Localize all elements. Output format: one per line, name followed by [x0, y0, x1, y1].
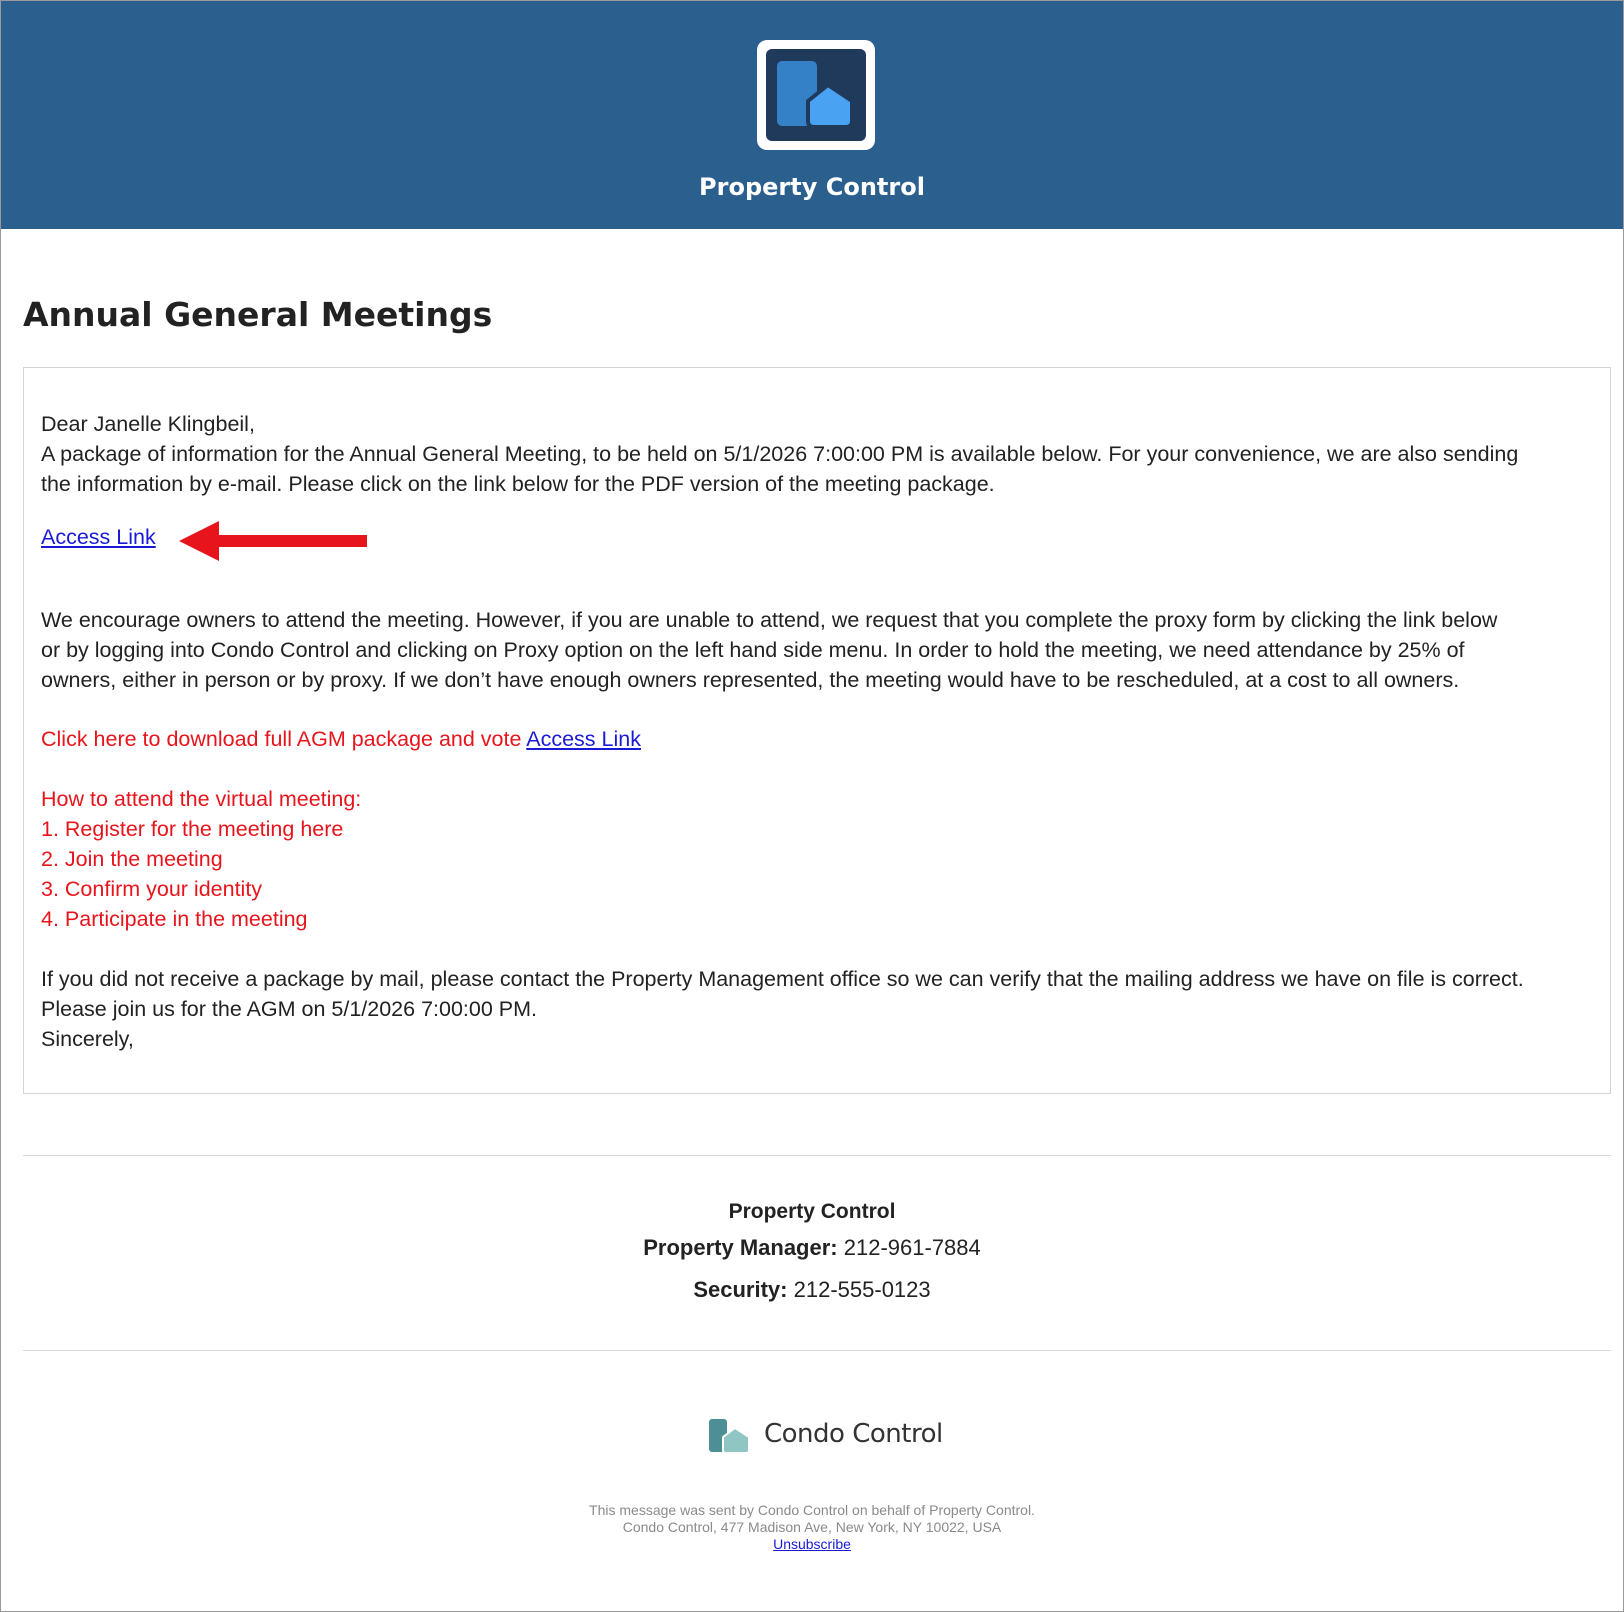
virtual-meeting-heading: How to attend the virtual meeting:: [41, 787, 362, 811]
greeting: Dear Janelle Klingbeil,: [41, 412, 255, 436]
virtual-step: 3. Confirm your identity: [41, 877, 263, 901]
condo-control-logo-icon: [707, 1417, 751, 1457]
download-row: [41, 724, 641, 754]
company-address: Condo Control, 477 Madison Ave, New York, NY 10022, USA: [622, 1519, 1002, 1535]
encourage-text-line: We encourage owners to attend the meeting. However, if you are unable to attend, we request that you complete the proxy form by clicking the link below: [41, 608, 1498, 632]
brand-logo: [757, 40, 875, 150]
page-title: Annual General Meetings: [23, 295, 493, 334]
download-access-link[interactable]: Access Link: [526, 727, 641, 751]
virtual-step: 1. Register for the meeting here: [41, 817, 344, 841]
unsubscribe-row: [1, 1536, 1623, 1553]
sent-by-notice: This message was sent by Condo Control on behalf of Property Control.: [589, 1502, 1035, 1518]
footer-company-name: Property Control: [728, 1200, 896, 1223]
virtual-step: 2. Join the meeting: [41, 847, 223, 871]
left-arrow-icon: [179, 521, 369, 561]
email-header: [1, 1, 1623, 229]
footer-divider: [23, 1155, 1611, 1156]
access-link[interactable]: Access Link: [41, 525, 156, 549]
download-prompt: Click here to download full AGM package and vote: [41, 727, 522, 751]
manager-label: Property Manager:: [643, 1235, 838, 1260]
security-contact: [1, 1277, 1623, 1303]
security-phone: 212-555-0123: [793, 1277, 931, 1302]
buildings-logo-icon: [766, 49, 866, 141]
manager-phone: 212-961-7884: [843, 1235, 981, 1260]
intro-text-line: the information by e-mail. Please click on the link below for the PDF version of the meeting package.: [41, 472, 995, 496]
encourage-text-line: owners, either in person or by proxy. If we don’t have enough owners represented, the meeting would have to be rescheduled, at a cost to all owners.: [41, 668, 1460, 692]
security-label: Security:: [693, 1277, 788, 1302]
intro-text-line: A package of information for the Annual General Meeting, to be held on 5/1/2026 7:00:00 PM is available below. For your convenience, we are also sending: [41, 442, 1519, 466]
brand-name: Property Control: [699, 173, 925, 201]
signoff: Sincerely,: [41, 1027, 134, 1051]
encourage-text-line: or by logging into Condo Control and clicking on Proxy option on the left hand side menu. In order to hold the meeting, we need attendance by 25% of: [41, 638, 1465, 662]
condo-control-name: Condo Control: [764, 1419, 943, 1449]
closing-text-line: If you did not receive a package by mail, please contact the Property Management office so we can verify that the mailing address we have on file is correct.: [41, 967, 1524, 991]
unsubscribe-link[interactable]: Unsubscribe: [773, 1536, 851, 1552]
closing-text-line: Please join us for the AGM on 5/1/2026 7:00:00 PM.: [41, 997, 538, 1021]
manager-contact: [1, 1235, 1623, 1261]
virtual-step: 4. Participate in the meeting: [41, 907, 308, 931]
footer-divider: [23, 1350, 1611, 1351]
